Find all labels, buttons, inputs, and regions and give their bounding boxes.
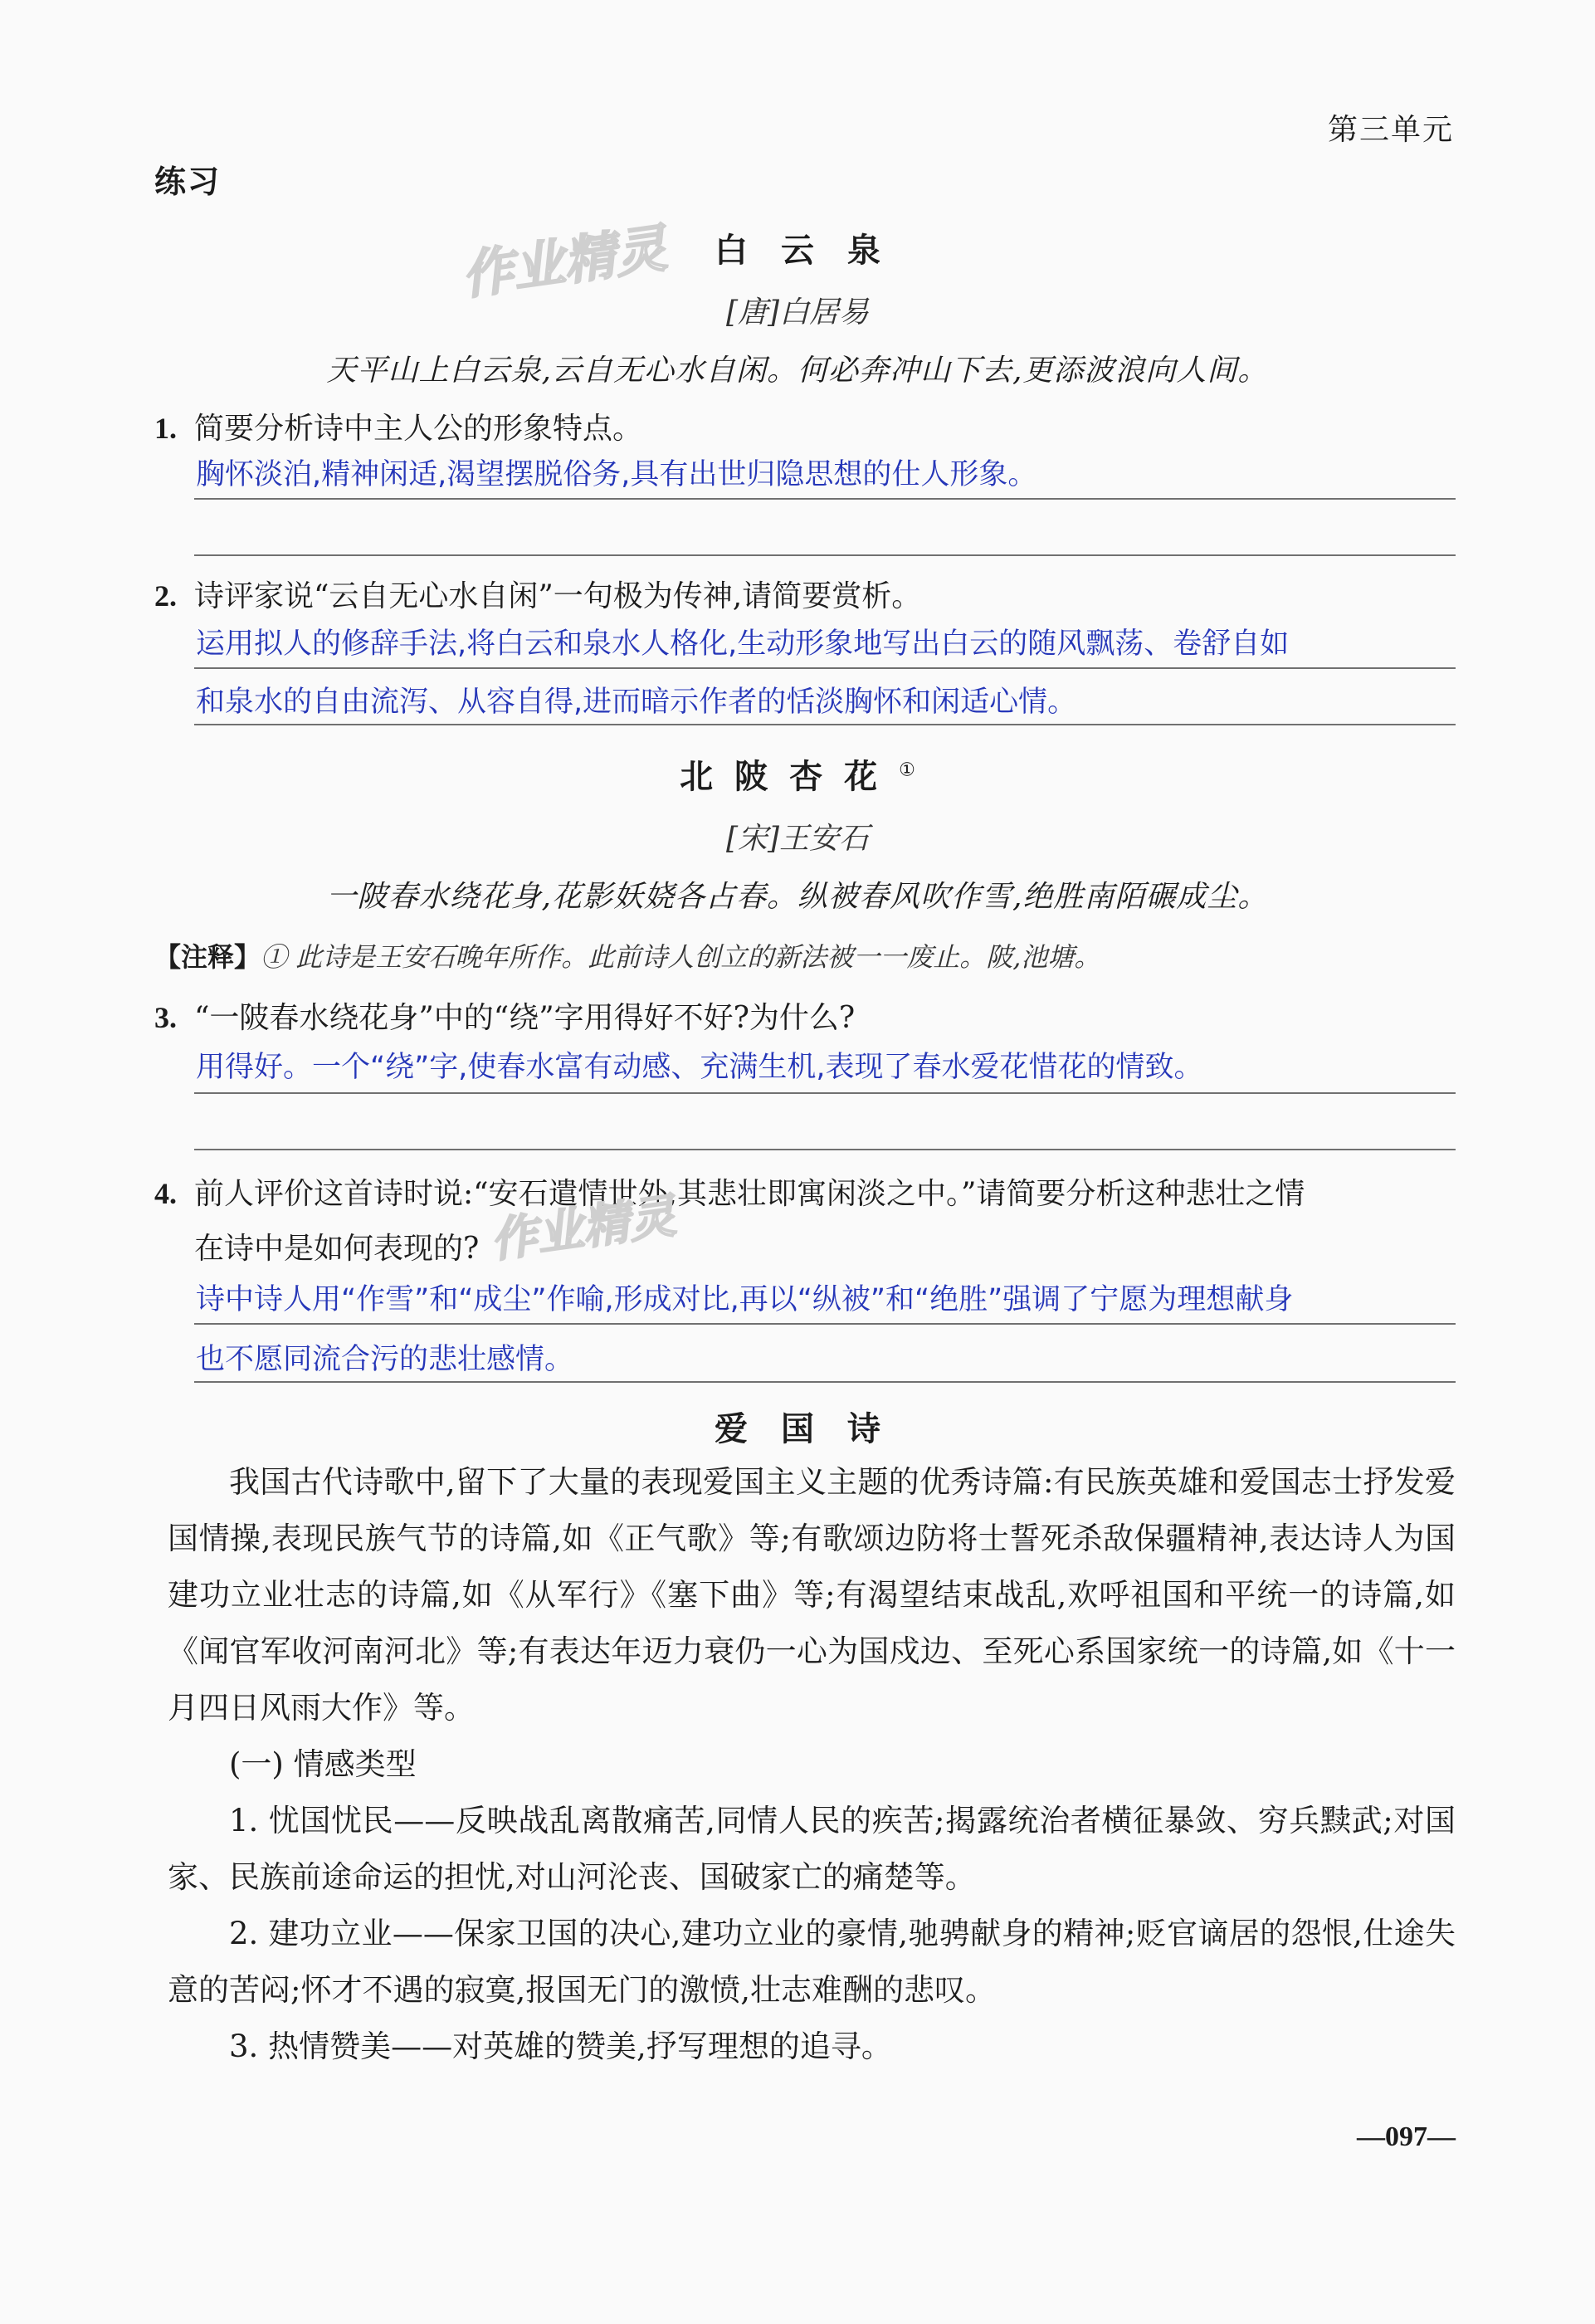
answer-line (194, 498, 1456, 500)
answer-line (194, 667, 1456, 669)
section-heading: 练习 (154, 164, 222, 200)
question-text: 简要分析诗中主人公的形象特点。 (194, 412, 643, 446)
question-1 (154, 405, 642, 447)
unit-label: 第三单元 (1327, 113, 1454, 147)
watermark: 作业精灵 (487, 1189, 680, 1269)
answer-line (194, 1381, 1456, 1383)
answer-line (194, 724, 1456, 725)
question-text: 诗评家说“云自无心水自闲”一句极为传神,请简要赏析。 (194, 579, 922, 613)
question-number: 2. (154, 579, 177, 613)
annotation (154, 936, 1100, 974)
answer-2-line1: 运用拟人的修辞手法,将白云和泉水人格化,生动形象地写出白云的随风飘荡、卷舒自如 (196, 627, 1290, 661)
poem2-author: [宋]王安石 (725, 822, 870, 856)
footnote-mark: ① (899, 759, 937, 781)
question-4-line2: 在诗中是如何表现的? (194, 1232, 480, 1266)
poem1-title: 白云泉 (715, 232, 914, 270)
question-number: 4. (154, 1177, 177, 1210)
poem2-title-text: 北陂杏花 (680, 758, 900, 796)
annotation-label: 【注释】 (154, 941, 261, 973)
intro-paragraph: 我国古代诗歌中,留下了大量的表现爱国主义主题的优秀诗篇:有民族英雄和爱国志士抒发爱国情操,表现民族气节的诗篇,如《正气歌》等;有歌颂边防将士誓死杀敌保疆精神,表达诗人为国建功立业壮志的诗篇,如《从军行》《塞下曲》等;有渴望结束战乱,欢呼祖国和平统一的诗篇,如《闻官军收河南河北》等;有表达年迈力衰仍一心为国戍边、至死心系国家统一的诗篇,如《十一月四日风雨大作》等。 (168, 1464, 1456, 1726)
answer-4-line1: 诗中诗人用“作雪”和“成尘”作喻,形成对比,再以“纵被”和“绝胜”强调了宁愿为理想献身 (196, 1283, 1294, 1316)
annotation-text: ① 此诗是王安石晚年所作。此前诗人创立的新法被一一废止。陂,池塘。 (261, 941, 1101, 973)
answer-3: 用得好。一个“绕”字,使春水富有动感、充满生机,表现了春水爱花惜花的情致。 (196, 1051, 1203, 1084)
question-number: 3. (154, 1001, 177, 1034)
poem2-text: 一陂春水绕花身,花影妖娆各占春。纵被春风吹作雪,绝胜南陌碾成尘。 (326, 880, 1269, 914)
poem1-text: 天平山上白云泉,云自无心水自闲。何必奔冲山下去,更添波浪向人间。 (326, 354, 1269, 388)
answer-1: 胸怀淡泊,精神闲适,渴望摆脱俗务,具有出世归隐思想的仕人形象。 (196, 458, 1037, 491)
question-text: “一陂春水绕花身”中的“绕”字用得好不好?为什么? (194, 1001, 856, 1035)
list-item: 2. 建功立业——保家卫国的决心,建功立业的豪情,驰骋献身的精神;贬官谪居的怨恨,仕途失意的苦闷;怀才不遇的寂寞,报国无门的激愤,壮志难酬的悲叹。 (168, 1916, 1456, 2008)
page-number: —097— (1357, 2121, 1456, 2152)
question-4 (154, 1170, 1305, 1213)
answer-2-line2: 和泉水的自由流泻、从容自得,进而暗示作者的恬淡胸怀和闲适心情。 (196, 686, 1077, 719)
poem2-title (0, 750, 1595, 798)
list-item: 3. 热情赞美——对英雄的赞美,抒写理想的追寻。 (229, 2029, 892, 2064)
list-item: 1. 忧国忧民——反映战乱离散痛苦,同情人民的疾苦;揭露统治者横征暴敛、穷兵黩武;对国家、民族前途命运的担忧,对山河沦丧、国破家亡的痛楚等。 (168, 1803, 1456, 1895)
question-2 (154, 573, 921, 615)
answer-line (194, 554, 1456, 556)
question-number: 1. (154, 412, 177, 445)
question-3 (154, 994, 855, 1037)
section3-title: 爱国诗 (715, 1410, 914, 1448)
poem1-author: [唐]白居易 (725, 295, 870, 330)
answer-line (194, 1092, 1456, 1094)
question-text-line1: 前人评价这首诗时说:“安石遣情世外,其悲壮即寓闲淡之中。”请简要分析这种悲壮之情 (194, 1177, 1305, 1211)
answer-4-line2: 也不愿同流合污的悲壮感情。 (196, 1343, 574, 1376)
subhead: (一) 情感类型 (229, 1746, 417, 1782)
watermark: 作业精灵 (457, 217, 671, 306)
answer-line (194, 1149, 1456, 1150)
answer-line (194, 1323, 1456, 1325)
